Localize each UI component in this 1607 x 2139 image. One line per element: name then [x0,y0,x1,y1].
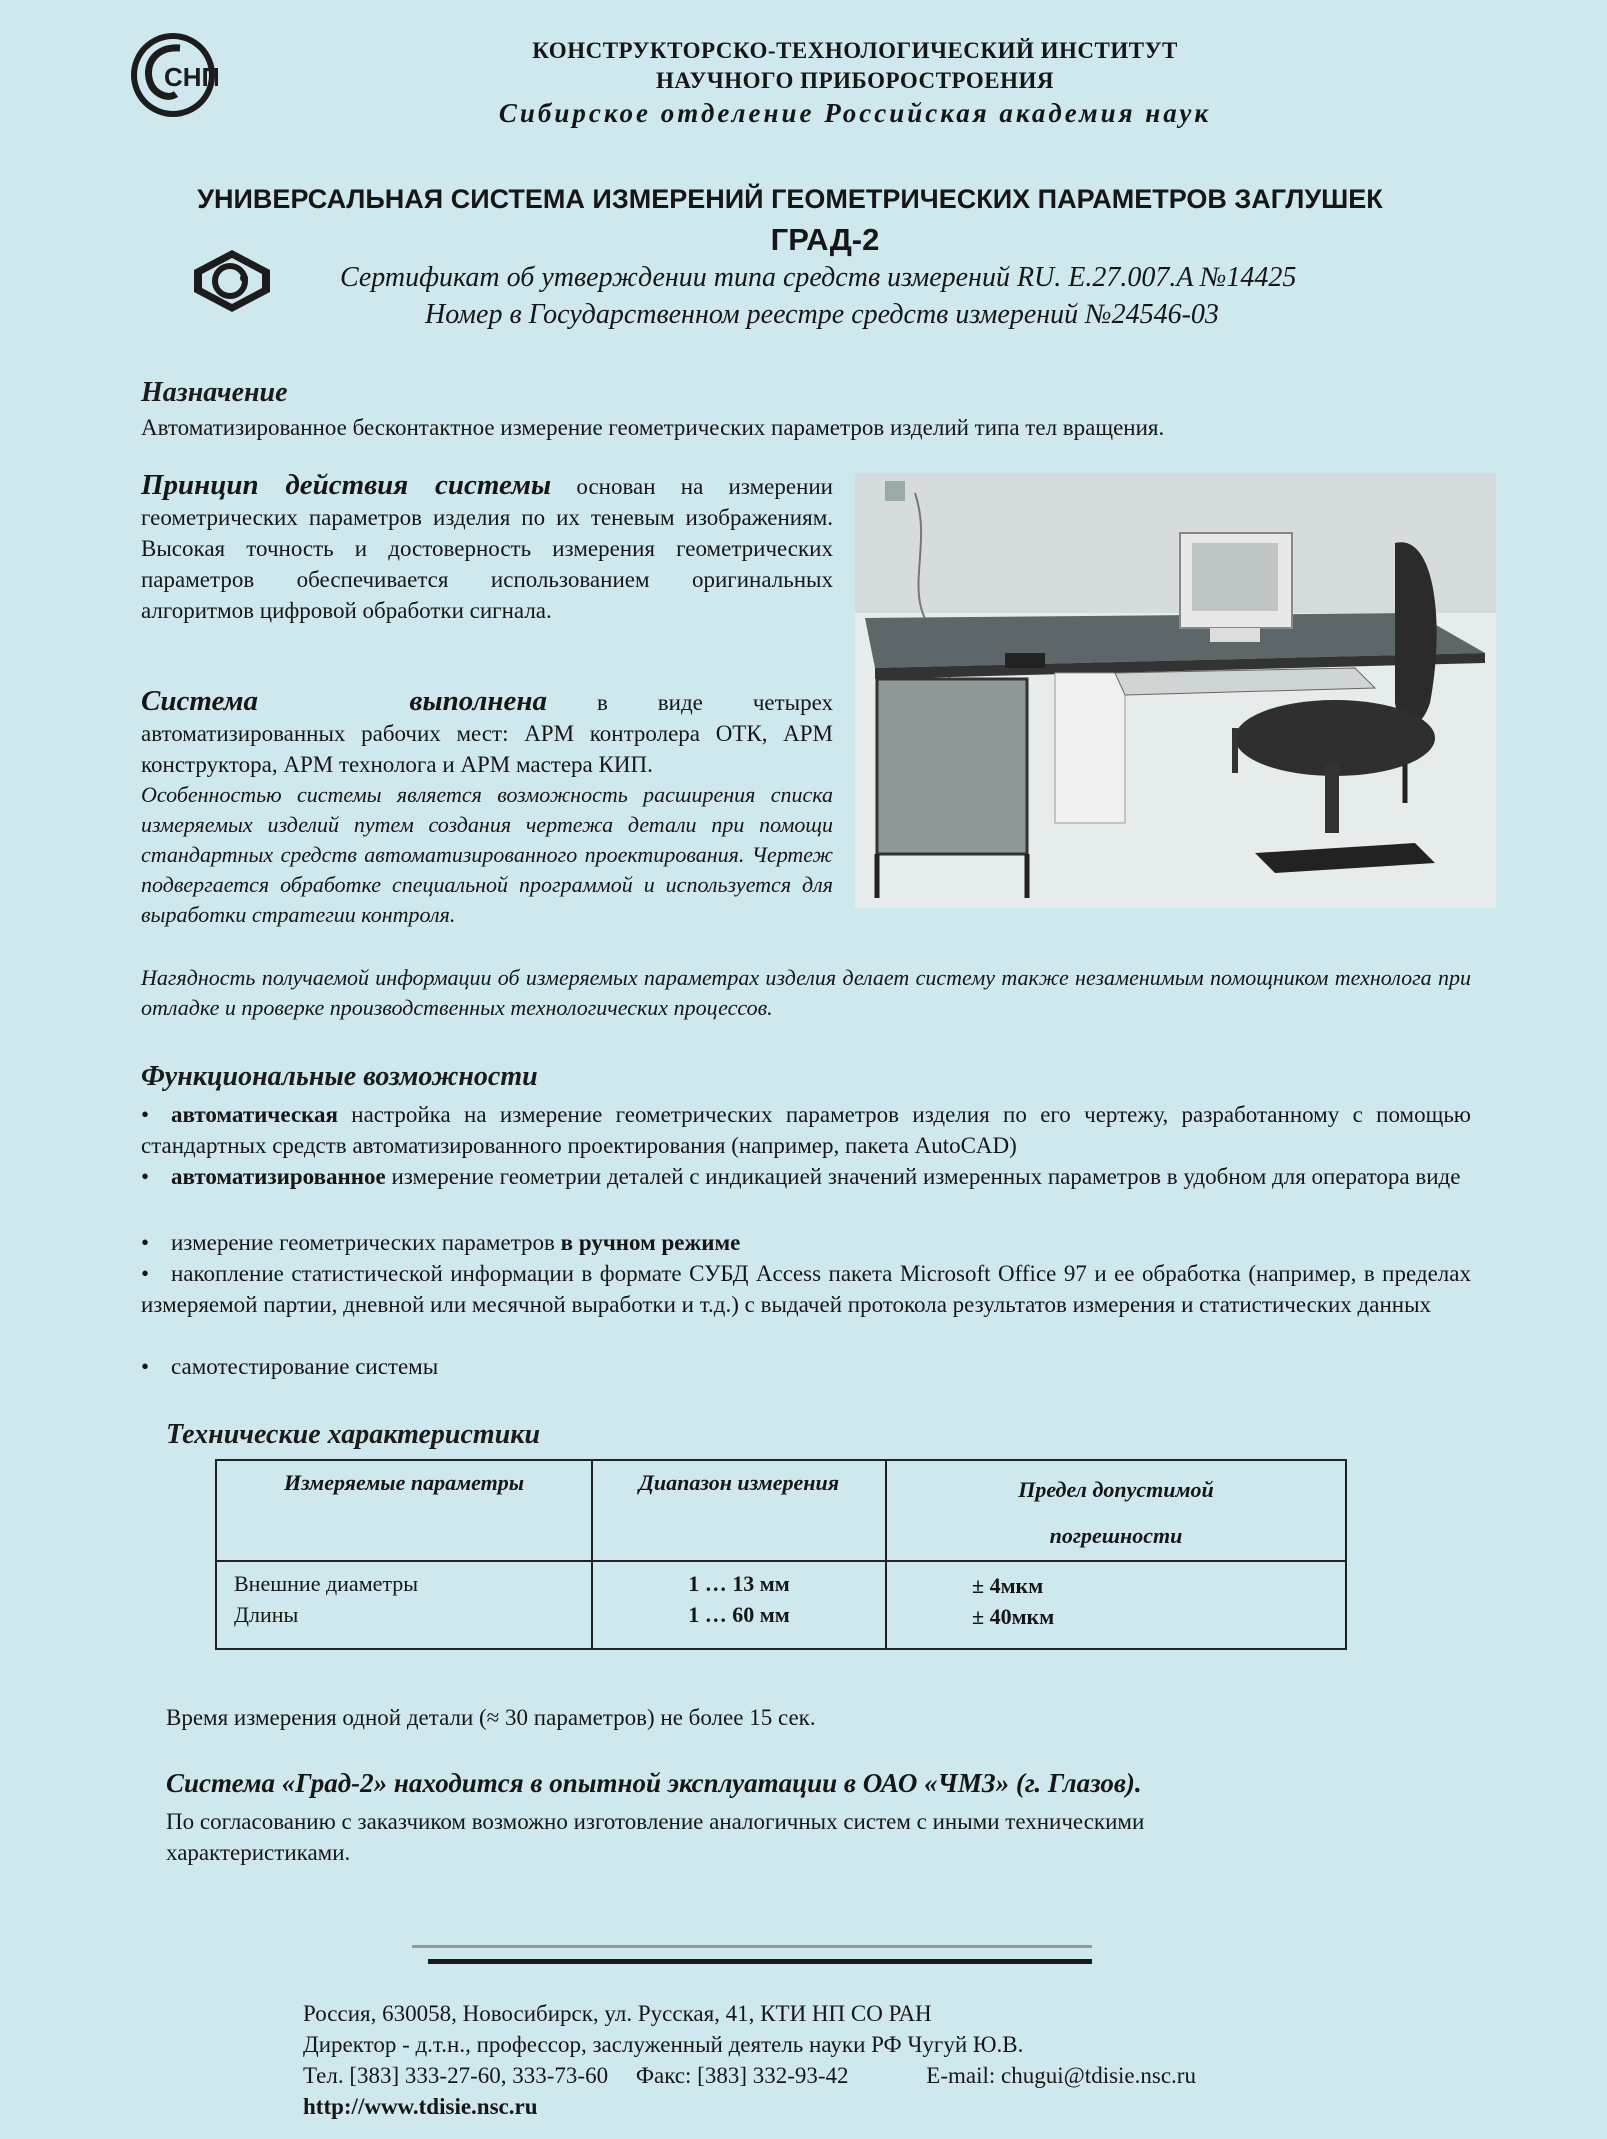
param-lengths: Длины [234,1602,299,1627]
principle-paragraph [141,470,833,626]
specs-table [215,1459,1347,1650]
bullet-icon: • [141,1261,150,1286]
footer-director: Директор - д.т.н., профессор, заслуженный деятель науки РФ Чугуй Ю.В. [303,2032,1024,2057]
function-item-3 [141,1227,1471,1258]
header-parameters: Измеряемые параметры [216,1460,592,1561]
footer-fax: Факс: [383] 332-93-42 [635,2063,849,2088]
function-item-1-text: настройка на измерение геометрических параметров изделия по его чертежу, разработанному с помощью стандартных средств автоматизированного проектирования (например, пакета AutoCAD) [141,1102,1471,1158]
operation-text: По согласованию с заказчиком возможно изготовление аналогичных систем с иными техническими характеристиками. [166,1809,1145,1865]
footer-website[interactable]: http://www.tdisie.nsc.ru [303,2094,538,2119]
param-diameters: Внешние диаметры [234,1571,419,1596]
function-item-4 [141,1258,1471,1320]
system-heading: Система выполнена [141,685,547,717]
footer-contacts [303,2060,1196,2091]
principle-heading: Принцип действия системы [141,469,552,501]
system-text: в виде четырех автоматизированных рабочих мест: АРМ контролера ОТК, АРМ конструктора, АРМ технолога и АРМ мастера КИП. [141,690,834,777]
bullet-icon: • [141,1230,150,1255]
product-name: ГРАД-2 [770,222,880,257]
purpose-text: Автоматизированное бесконтактное измерение геометрических параметров изделий типа тел вращения. [141,415,1165,440]
function-item-3-text: измерение геометрических параметров [171,1230,561,1255]
header-range: Диапазон измерения [592,1460,886,1561]
function-item-1 [141,1099,1471,1161]
error-lengths: ± 40мкм [972,1604,1055,1629]
document-title: УНИВЕРСАЛЬНАЯ СИСТЕМА ИЗМЕРЕНИЙ ГЕОМЕТРИЧЕСКИХ ПАРАМЕТРОВ ЗАГЛУШЕК [197,184,1383,214]
table-header-row [216,1460,1346,1561]
bullet-icon: • [141,1102,150,1127]
range-cell [592,1561,886,1649]
institute-logo [128,30,218,120]
system-paragraph [141,686,833,780]
workstation-photo [855,473,1496,908]
function-item-5 [141,1351,1471,1382]
error-diameters: ± 4мкм [972,1573,1044,1598]
logo-text: СНП [164,62,218,92]
principle-text: основан на измерении геометрических параметров изделия по их теневым изображениям. Высокая точность и достоверность измерения геометрических параметров обеспечивается использованием оригинальных алгоритмов цифровой обработки сигнала. [141,474,833,623]
bullet-icon: • [141,1164,150,1189]
functions-heading: Функциональные возможности [141,1061,538,1092]
measurement-time-note: Время измерения одной детали (≈ 30 параметров) не более 15 сек. [166,1705,816,1730]
institute-name-line1: КОНСТРУКТОРСКО-ТЕХНОЛОГИЧЕСКИЙ ИНСТИТУТ [532,38,1178,63]
parameter-cell [216,1561,592,1649]
footer-divider-thick [428,1959,1092,1964]
function-item-2-bold: автоматизированное [171,1164,386,1189]
institute-name-line2: НАУЧНОГО ПРИБОРОСТРОЕНИЯ [655,68,1055,93]
error-cell [886,1561,1346,1649]
footer-divider [412,1945,1092,1948]
academy-branch: Сибирское отделение Российская академия наук [498,98,1212,128]
table-row [216,1561,1346,1649]
header-error: Предел допустимой погрешности [886,1460,1346,1561]
function-item-4-text: накопление статистической информации в формате СУБД Access пакета Microsoft Office 97 и ее обработка (например, в пределах измеряемой партии, дневной или месячной выработки и т.д.) с выдачей протокола результатов измерения и статистических данных [141,1261,1471,1317]
function-item-2 [141,1161,1471,1192]
system-clarity: Нагядность получаемой информации об измеряемых параметрах изделия делает систему также незаменимым помощником технолога при отладке и проверке производственных технологических процессов. [141,965,1471,1020]
footer-phone: Тел. [383] 333-27-60, 333-73-60 [303,2063,609,2088]
footer-address: Россия, 630058, Новосибирск, ул. Русская, 41, КТИ НП СО РАН [303,2001,932,2026]
purpose-heading: Назначение [141,377,288,408]
function-item-2-text: измерение геометрии деталей с индикацией значений измеренных параметров в удобном для оператора виде [385,1164,1461,1189]
system-feature: Особенностью системы является возможность расширения списка измеряемых изделий путем создания чертежа детали при помощи стандартных средств автоматизированного проектирования. Чертеж подвергается обработке специальной программой и используется для выработки стратегии контроля. [141,782,833,927]
certification-mark-icon [188,246,276,316]
range-lengths: 1 … 60 мм [688,1602,790,1627]
specs-heading: Технические характеристики [166,1419,541,1450]
range-diameters: 1 … 13 мм [688,1571,790,1596]
function-item-5-text: самотестирование системы [171,1354,439,1379]
certificate-text: Сертификат об утверждении типа средств измерений RU. E.27.007.A №14425 [340,262,1297,293]
function-item-1-bold: автоматическая [171,1102,338,1127]
bullet-icon: • [141,1354,150,1379]
function-item-3-bold: в ручном режиме [560,1230,741,1255]
operation-heading: Система «Град-2» находится в опытной эксплуатации в ОАО «ЧМЗ» (г. Глазов). [166,1768,1142,1798]
registry-number: Номер в Государственном реестре средств измерений №24546-03 [425,299,1219,330]
footer-email[interactable]: E-mail: chugui@tdisie.nsc.ru [926,2063,1196,2088]
